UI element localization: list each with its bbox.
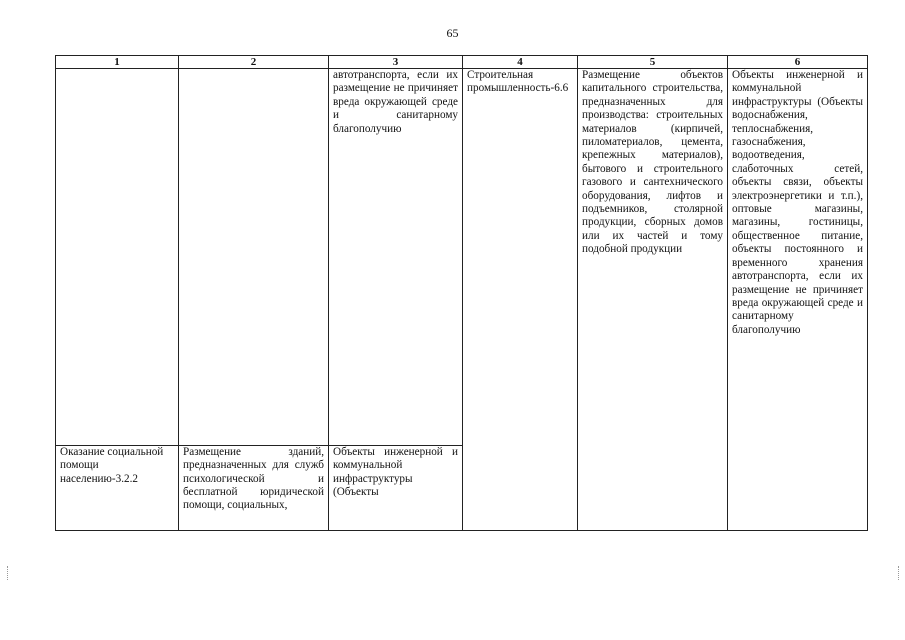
header-col-1: 1 (56, 56, 179, 69)
cell-r1-c5: Размещение объектов капитального строительства, предназначенных для производства: строительных материалов (кирпичей, пиломатериалов, цемента, крепежных материалов), бытового и строительного газового и сантехнического оборудования, лифтов и подъемников, столярной продукции, сборных домов или их частей и тому подобной продукции (578, 69, 728, 531)
cell-r1-c1 (56, 69, 179, 446)
cell-r1-c2 (179, 69, 329, 446)
land-use-table (55, 55, 868, 531)
cell-r1-c6: Объекты инженерной и коммунальной инфраструктуры (Объекты водоснабжения, теплоснабжения, газоснабжения, водоотведения, слаботочных сетей, объекты связи, объекты электроэнергетики и т.п.), оптовые магазины, магазины, гостиницы, общественное питание, объекты постоянного и временного хранения автотранспорта, если их размещение не причиняет вреда окружающей среде и санитарному благополучию (728, 69, 868, 531)
table-header-row (56, 56, 868, 69)
header-col-3: 3 (329, 56, 463, 69)
cell-r2-c2: Размещение зданий, предназначенных для служб психологической и бесплатной юридической помощи, социальных, (179, 445, 329, 530)
header-col-6: 6 (728, 56, 868, 69)
table-row (56, 69, 868, 446)
header-col-4: 4 (463, 56, 578, 69)
cell-r2-c1: Оказание социальной помощи населению-3.2.2 (56, 445, 179, 530)
scan-edge-mark-right (898, 566, 901, 580)
page-number: 65 (446, 26, 459, 40)
header-col-5: 5 (578, 56, 728, 69)
header-col-2: 2 (179, 56, 329, 69)
cell-r2-c3: Объекты инженерной и коммунальной инфраструктуры (Объекты (329, 445, 463, 530)
cell-r1-c4: Строительная промышленность-6.6 (463, 69, 578, 531)
cell-r1-c3: автотранспорта, если их размещение не причиняет вреда окружающей среде и санитарному благополучию (329, 69, 463, 446)
scan-edge-mark-left (7, 566, 10, 580)
